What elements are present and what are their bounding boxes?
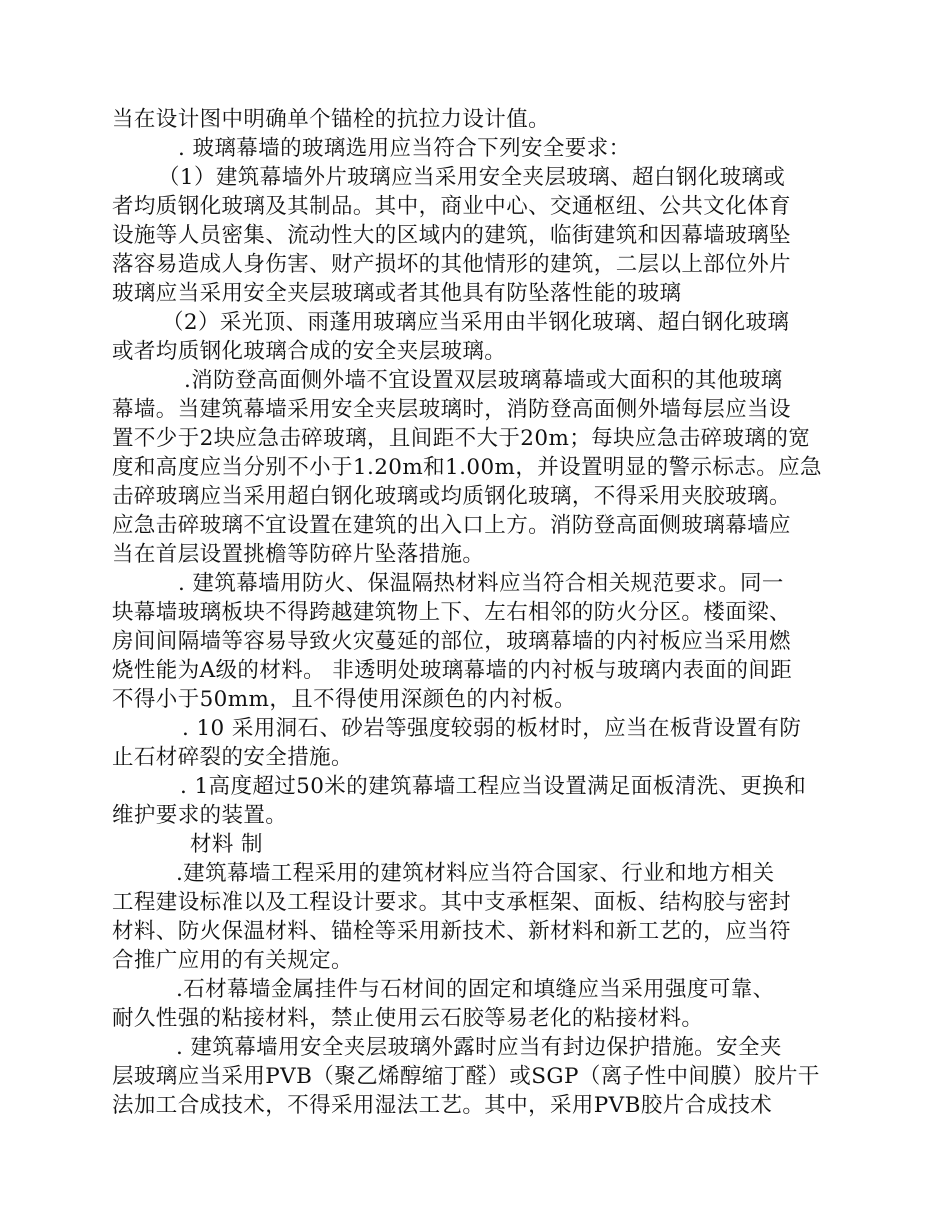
- text-line: 材料、防火保温材料、锚栓等采用新技术、新材料和新工艺的，应当符: [112, 919, 791, 944]
- text-line: 度和高度应当分别不小于1.20m和1.00m，并设置明显的警示标志。应急: [112, 455, 822, 480]
- section-heading: 材料 制: [190, 832, 263, 857]
- text-line: 置不少于2块应急击碎玻璃，且间距不大于20m；每块应急击碎玻璃的宽: [112, 426, 811, 451]
- text-line: 当在设计图中明确单个锚栓的抗拉力设计值。: [112, 107, 551, 132]
- text-line: （1）建筑幕墙外片玻璃应当采用安全夹层玻璃、超白钢化玻璃或: [158, 165, 786, 190]
- text-line: （2）采光顶、雨蓬用玻璃应当采用由半钢化玻璃、超白钢化玻璃: [162, 310, 790, 335]
- text-line: . 建筑幕墙用防火、保温隔热材料应当符合相关规范要求。同一: [178, 571, 784, 596]
- text-line: 房间间隔墙等容易导致火灾蔓延的部位，玻璃幕墙的内衬板应当采用燃: [112, 629, 791, 654]
- text-line: 法加工合成技术，不得采用湿法工艺。其中，采用PVB胶片合成技术: [112, 1093, 773, 1118]
- text-line: 维护要求的装置。: [112, 803, 288, 828]
- text-line: 玻璃应当采用安全夹层玻璃或者其他具有防坠落性能的玻璃: [112, 281, 682, 306]
- text-line: 者均质钢化玻璃及其制品。其中，商业中心、交通枢纽、公共文化体育: [112, 194, 791, 219]
- text-line: 耐久性强的粘接材料，禁止使用云石胶等易老化的粘接材料。: [112, 1006, 704, 1031]
- text-line: . 1高度超过50米的建筑幕墙工程应当设置满足面板清洗、更换和: [180, 774, 807, 799]
- text-line: .建筑幕墙工程采用的建筑材料应当符合国家、行业和地方相关: [176, 861, 775, 886]
- text-line: 幕墙。当建筑幕墙采用安全夹层玻璃时，消防登高面侧外墙每层应当设: [112, 397, 791, 422]
- text-line: 层玻璃应当采用PVB（聚乙烯醇缩丁醛）或SGP（离子性中间膜）胶片干: [112, 1064, 820, 1089]
- text-line: 工程建设标准以及工程设计要求。其中支承框架、面板、结构胶与密封: [112, 890, 791, 915]
- text-line: . 建筑幕墙用安全夹层玻璃外露时应当有封边保护措施。安全夹: [176, 1035, 782, 1060]
- text-line: . 10 采用洞石、砂岩等强度较弱的板材时，应当在板背设置有防: [182, 716, 802, 741]
- text-line: 设施等人员密集、流动性大的区域内的建筑，临街建筑和因幕墙玻璃坠: [112, 223, 791, 248]
- text-line: .石材幕墙金属挂件与石材间的固定和填缝应当采用强度可靠、: [176, 977, 775, 1002]
- text-line: 落容易造成人身伤害、财产损坏的其他情形的建筑，二层以上部位外片: [112, 252, 791, 277]
- text-line: 或者均质钢化玻璃合成的安全夹层玻璃。: [112, 339, 507, 364]
- text-line: 止石材碎裂的安全措施。: [112, 745, 353, 770]
- text-line: 烧性能为A级的材料。 非透明处玻璃幕墙的内衬板与玻璃内表面的间距: [112, 658, 793, 683]
- text-line: . 玻璃幕墙的玻璃选用应当符合下列安全要求：: [178, 136, 631, 161]
- text-line: 当在首层设置挑檐等防碎片坠落措施。: [112, 542, 485, 567]
- text-line: 块幕墙玻璃板块不得跨越建筑物上下、左右相邻的防火分区。楼面梁、: [112, 600, 791, 625]
- text-line: .消防登高面侧外墙不宜设置双层玻璃幕墙或大面积的其他玻璃: [184, 368, 783, 393]
- text-line: 击碎玻璃应当采用超白钢化玻璃或均质钢化玻璃，不得采用夹胶玻璃。: [112, 484, 791, 509]
- text-line: 不得小于50mm，且不得使用深颜色的内衬板。: [112, 687, 576, 712]
- text-line: 合推广应用的有关规定。: [112, 948, 353, 973]
- text-line: 应急击碎玻璃不宜设置在建筑的出入口上方。消防登高面侧玻璃幕墙应: [112, 513, 791, 538]
